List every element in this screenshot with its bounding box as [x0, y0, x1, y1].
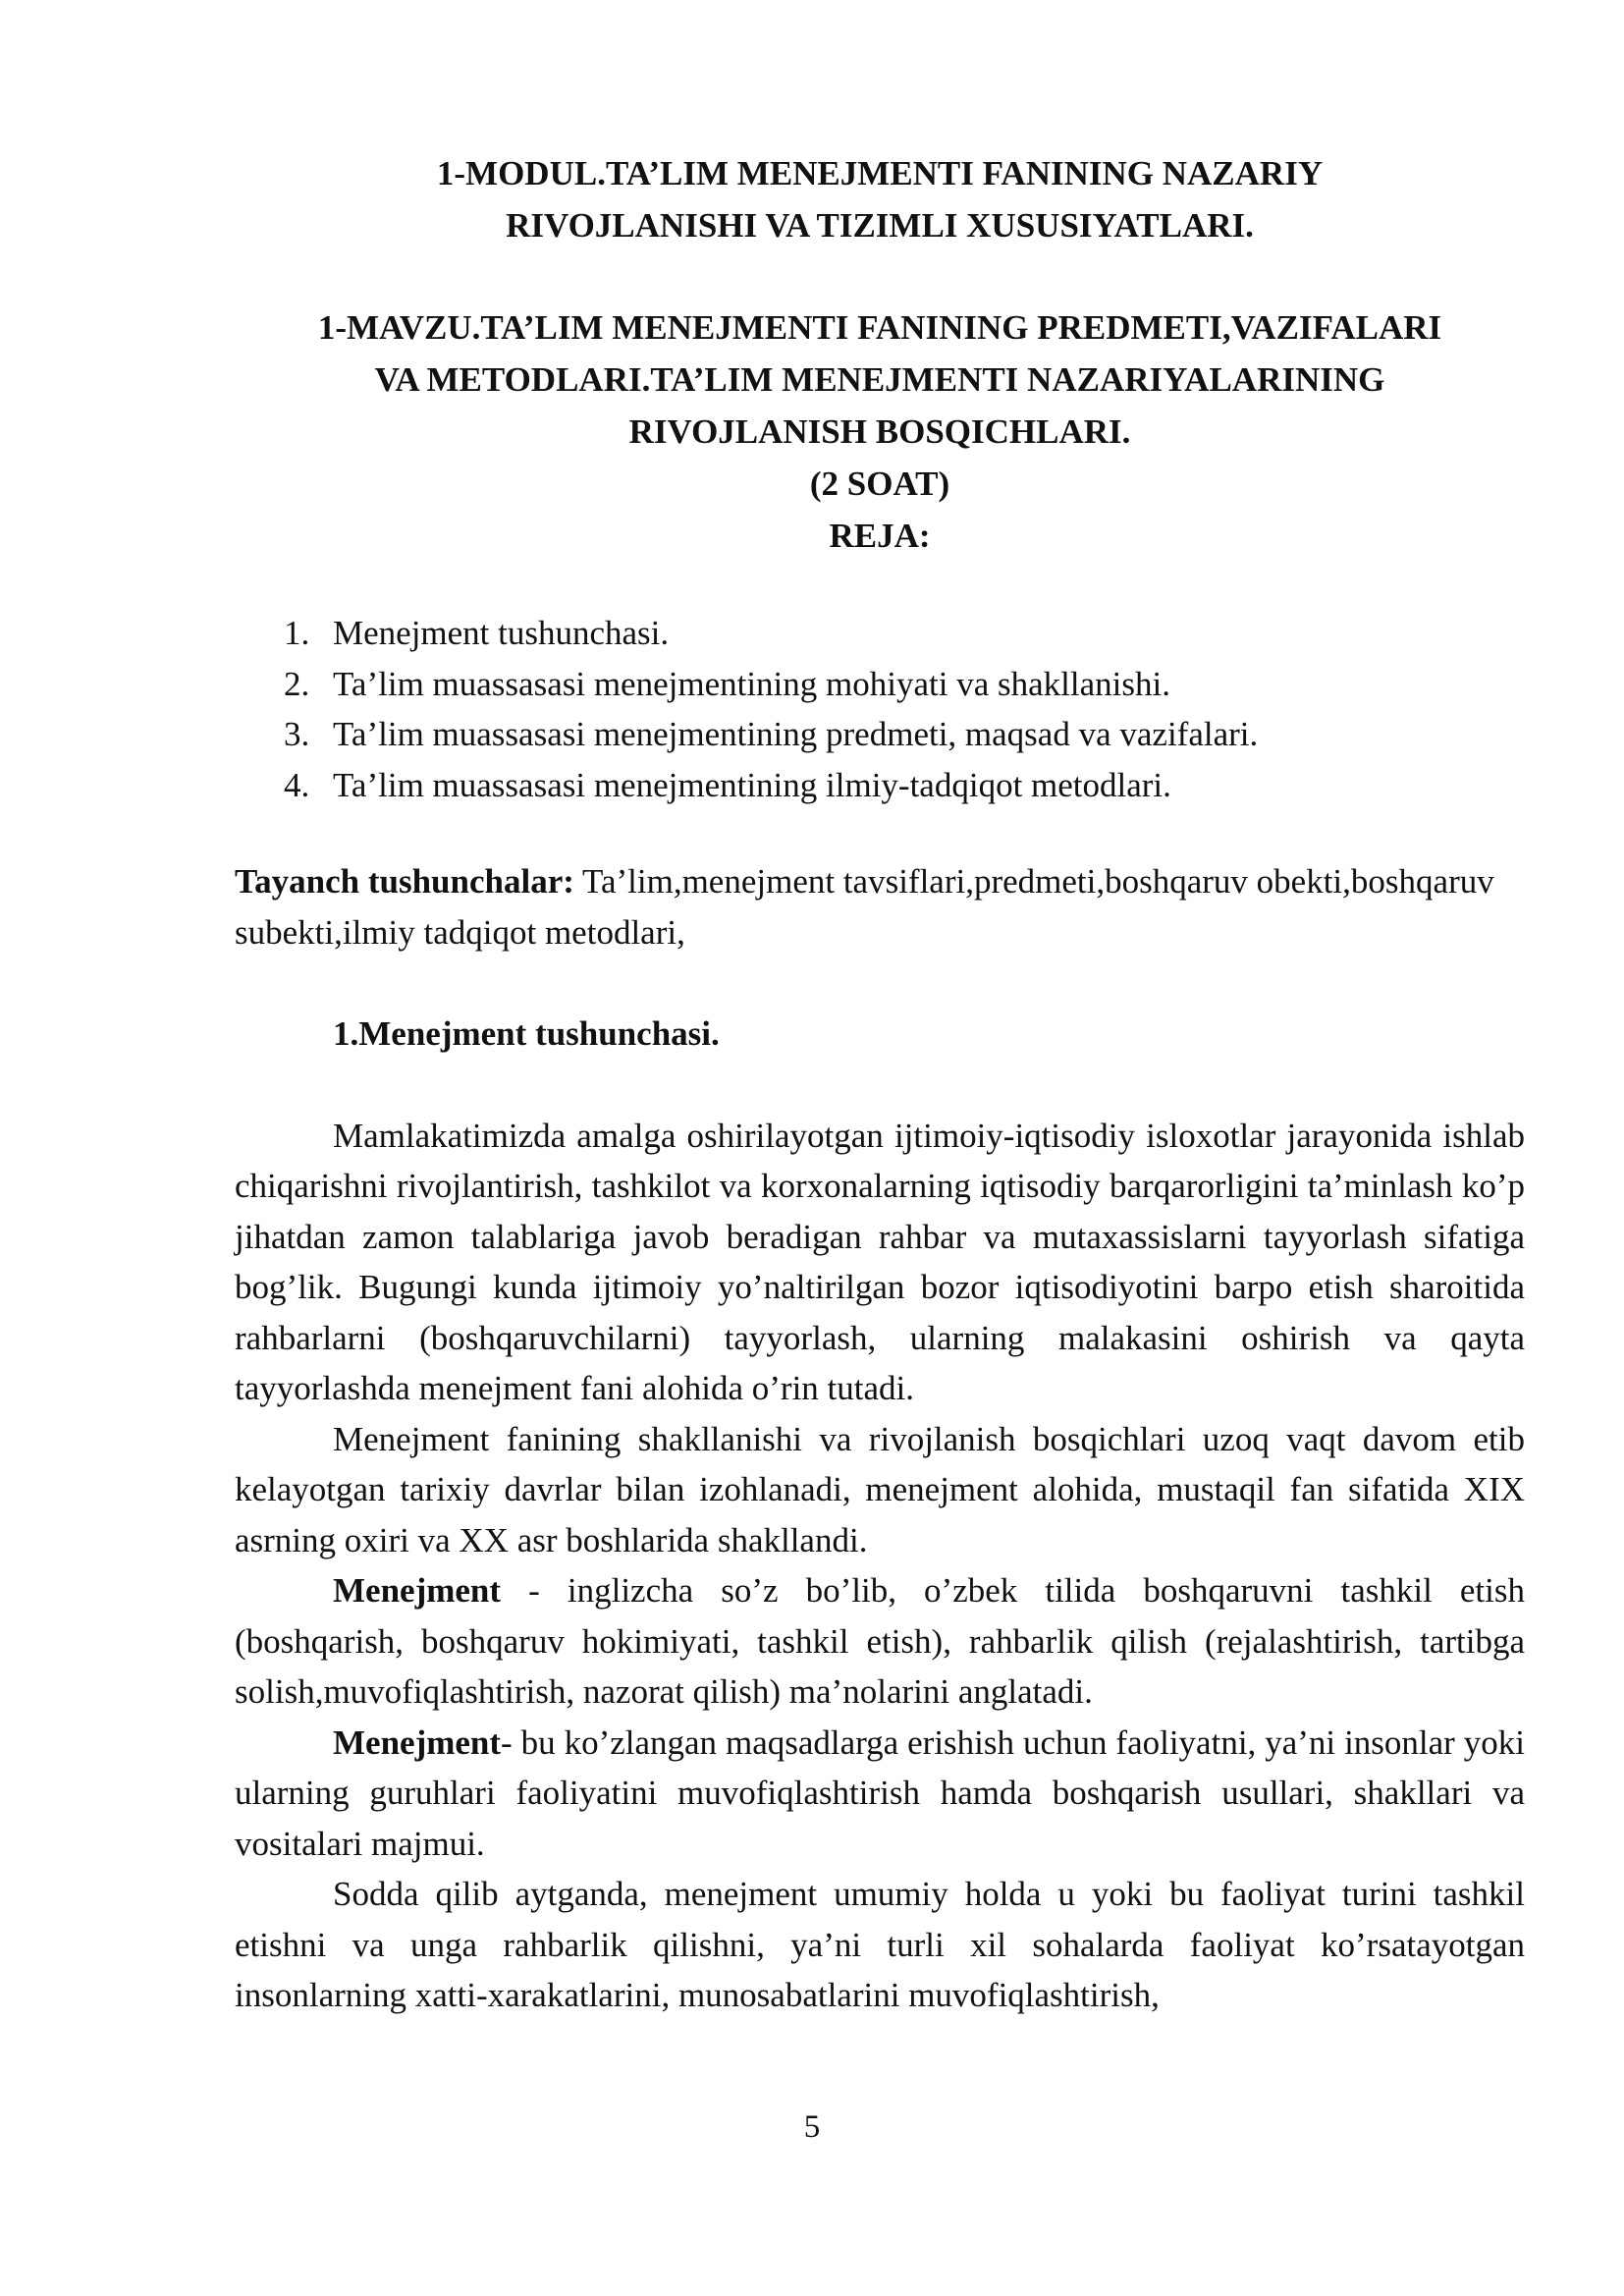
body-paragraph-1: Mamlakatimizda amalga oshirilayotgan ijtimoiy-iqtisodiy isloxotlar jarayonida ishlab chiqarishni rivojlantirish, tashkilot va korxonalarning iqtisodiy barqarorligini ta’minlash ko’p jihatdan zamon talablariga javob beradigan rahbar va mutaxassislarni tayyorlash sifatiga bog’lik. Bugungi kunda ijtimoiy yo’naltirilgan bozor iqtisodiyotini barpo etish sharoitida rahbarlarni (boshqaruvchilarni) tayyorlash, ularning malakasini oshirish va qayta tayyorlashda menejment fani alohida o’rin tutadi.	[235, 1116, 1525, 1407]
plan-item-number: 3.	[284, 715, 310, 753]
key-concepts-text: Ta’lim,menejment tavsiflari,predmeti,boshqaruv obekti,boshqaruv subekti,ilmiy tadqiqot metodlari,	[235, 862, 1494, 952]
plan-item	[235, 608, 1525, 659]
key-concepts	[235, 856, 1525, 957]
plan-item-text: Menejment tushunchasi.	[333, 614, 670, 652]
topic-title	[235, 301, 1525, 458]
module-title	[235, 147, 1525, 251]
term-menejment: Menejment	[333, 1571, 502, 1610]
plan-item-text: Ta’lim muassasasi menejmentining ilmiy-tadqiqot metodlari.	[333, 765, 1171, 804]
page-content	[235, 147, 1525, 2021]
plan-item	[235, 709, 1525, 760]
module-title-line-2: RIVOJLANISHI VA TIZIMLI XUSUSIYATLARI.	[506, 206, 1254, 245]
section-heading: 1.Menejment tushunchasi.	[333, 1014, 720, 1053]
plan-item-number: 1.	[284, 614, 310, 652]
key-concepts-label: Tayanch tushunchalar:	[235, 862, 574, 901]
module-title-line-1: 1-MODUL.TA’LIM MENEJMENTI FANINING NAZARIY	[436, 154, 1324, 192]
body-paragraph-5: Sodda qilib aytganda, menejment umumiy holda u yoki bu faoliyat turini tashkil etishni va unga rahbarlik qilishni, ya’ni turli xil sohalarda faoliyat ko’rsatayotgan insonlarning xatti-xarakatlarini, munosabatlarini muvofiqlashtirish,	[235, 1875, 1525, 2014]
definition-text: - bu ko’zlangan maqsadlarga erishish uchun faoliyatni, ya’ni insonlar yoki ularning guruhlari faoliyatini muvofiqlashtirish hamda boshqarish usullari, shakllari va vositalari majmui.	[235, 1722, 1525, 1863]
plan-item-text: Ta’lim muassasasi menejmentining predmeti, maqsad va vazifalari.	[333, 715, 1259, 753]
plan-item-number: 2.	[284, 664, 310, 703]
definition-text: - inglizcha so’z bo’lib, o’zbek tilida boshqaruvni tashkil etish (boshqarish, boshqaruv hokimiyati, tashkil etish), rahbarlik qilish (rejalashtirish, tartibga solish,muvofiqlashtirish, nazorat qilish) ma’nolarini anglatadi.	[235, 1571, 1525, 1711]
term-menejment: Menejment	[333, 1722, 502, 1762]
plan-item	[235, 760, 1525, 811]
body-paragraph-3	[235, 1565, 1525, 1718]
body-paragraph-4	[235, 1718, 1525, 1870]
plan-item-number: 4.	[284, 765, 310, 804]
page-number: 5	[803, 2109, 821, 2145]
plan-item-text: Ta’lim muassasasi menejmentining mohiyati va shakllanishi.	[333, 664, 1170, 703]
topic-title-line-1: 1-MAVZU.TA’LIM MENEJMENTI FANINING PREDMETI,VAZIFALARI	[317, 308, 1442, 347]
plan-heading: REJA:	[829, 517, 931, 555]
plan-item	[235, 659, 1525, 710]
topic-title-line-3: RIVOJLANISH BOSQICHLARI.	[628, 412, 1131, 451]
hours-label: (2 SOAT)	[809, 465, 950, 503]
body-paragraph-2: Menejment fanining shakllanishi va rivojlanish bosqichlari uzoq vaqt davom etib kelayotgan tarixiy davrlar bilan izohlanadi, menejment alohida, mustaqil fan sifatida XIX asrning oxiri va XX asr boshlarida shakllandi.	[235, 1419, 1525, 1559]
plan-list	[235, 608, 1525, 810]
topic-title-line-2: VA METODLARI.TA’LIM MENEJMENTI NAZARIYALARINING	[374, 360, 1385, 399]
